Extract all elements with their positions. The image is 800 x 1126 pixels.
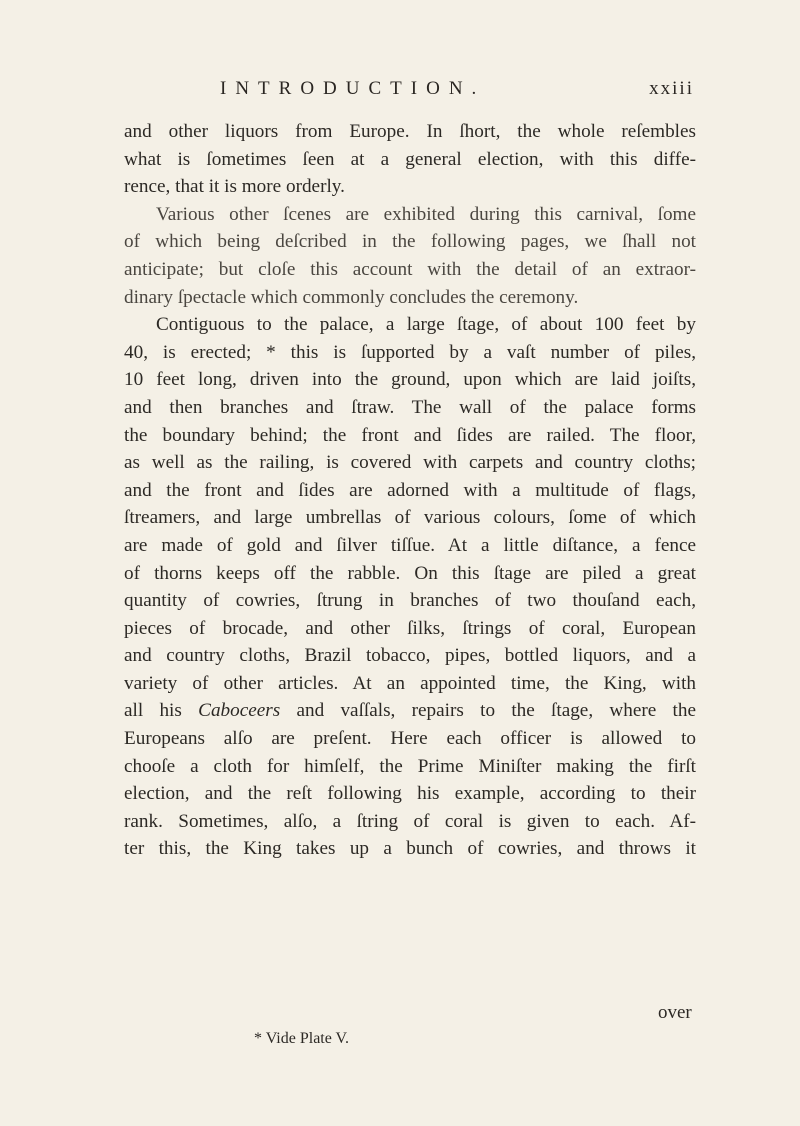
text-line: 40, is erected; * this is ſupported by a vaſt number of piles,	[124, 341, 696, 363]
running-title: INTRODUCTION.	[220, 78, 486, 99]
paragraph-2	[124, 201, 696, 311]
text-line: and country cloths, Brazil tobacco, pipes, bottled liquors, and a	[124, 645, 696, 667]
text-line: election, and the reſt following his example, according to their	[124, 783, 696, 805]
text-line: ſtreamers, and large umbrellas of various colours, ſome of which	[124, 507, 696, 529]
text-line: Europeans alſo are preſent. Here each officer is allowed to	[124, 728, 696, 750]
text-line: quantity of cowries, ſtrung in branches of two thouſand each,	[124, 590, 696, 612]
text-line: of thorns keeps off the rabble. On this ſtage are piled a great	[124, 562, 696, 584]
text-line: anticipate; but cloſe this account with the detail of an extraor-	[124, 258, 696, 280]
text-line: rence, that it is more orderly.	[124, 176, 345, 198]
footnote: * Vide Plate V.	[254, 1030, 350, 1047]
text-line: variety of other articles. At an appointed time, the King, with	[124, 672, 696, 694]
page-number: xxiii	[649, 78, 694, 99]
text-line: are made of gold and ſilver tiſſue. At a little diſtance, a fence	[124, 534, 696, 556]
paragraph-1	[124, 118, 696, 201]
running-head	[0, 78, 800, 104]
text-line: the boundary behind; the front and ſides are railed. The floor,	[124, 424, 696, 446]
text-line: pieces of brocade, and other ſilks, ſtrings of coral, European	[124, 617, 696, 639]
text-line: as well as the railing, is covered with carpets and country cloths;	[124, 452, 696, 474]
text-line: Contiguous to the palace, a large ſtage, of about 100 feet by	[156, 314, 696, 336]
text-line: chooſe a cloth for himſelf, the Prime Miniſter making the firſt	[124, 755, 696, 777]
text-line: Various other ſcenes are exhibited during this carnival, ſome	[156, 203, 696, 225]
text-line: of which being deſcribed in the following pages, we ſhall not	[124, 231, 696, 253]
text-line: dinary ſpectacle which commonly concludes the ceremony.	[124, 286, 579, 308]
text-line: ter this, the King takes up a bunch of cowries, and throws it	[124, 838, 696, 860]
body-text	[124, 118, 696, 863]
catchword: over	[658, 1002, 692, 1023]
text-line: rank. Sometimes, alſo, a ſtring of coral is given to each. Af-	[124, 810, 696, 832]
text-line: and the front and ſides are adorned with a multitude of flags,	[124, 479, 696, 501]
text-line: 10 feet long, driven into the ground, upon which are laid joiſts,	[124, 369, 696, 391]
paragraph-3	[124, 311, 696, 863]
text-line: and then branches and ſtraw. The wall of the palace forms	[124, 396, 696, 418]
text-line: all his Caboceers and vaſſals, repairs to the ſtage, where the	[124, 700, 696, 722]
text-line: what is ſometimes ſeen at a general election, with this diffe-	[124, 148, 696, 170]
text-line: and other liquors from Europe. In ſhort, the whole reſembles	[124, 121, 696, 142]
italic-term: Caboceers	[198, 700, 281, 722]
